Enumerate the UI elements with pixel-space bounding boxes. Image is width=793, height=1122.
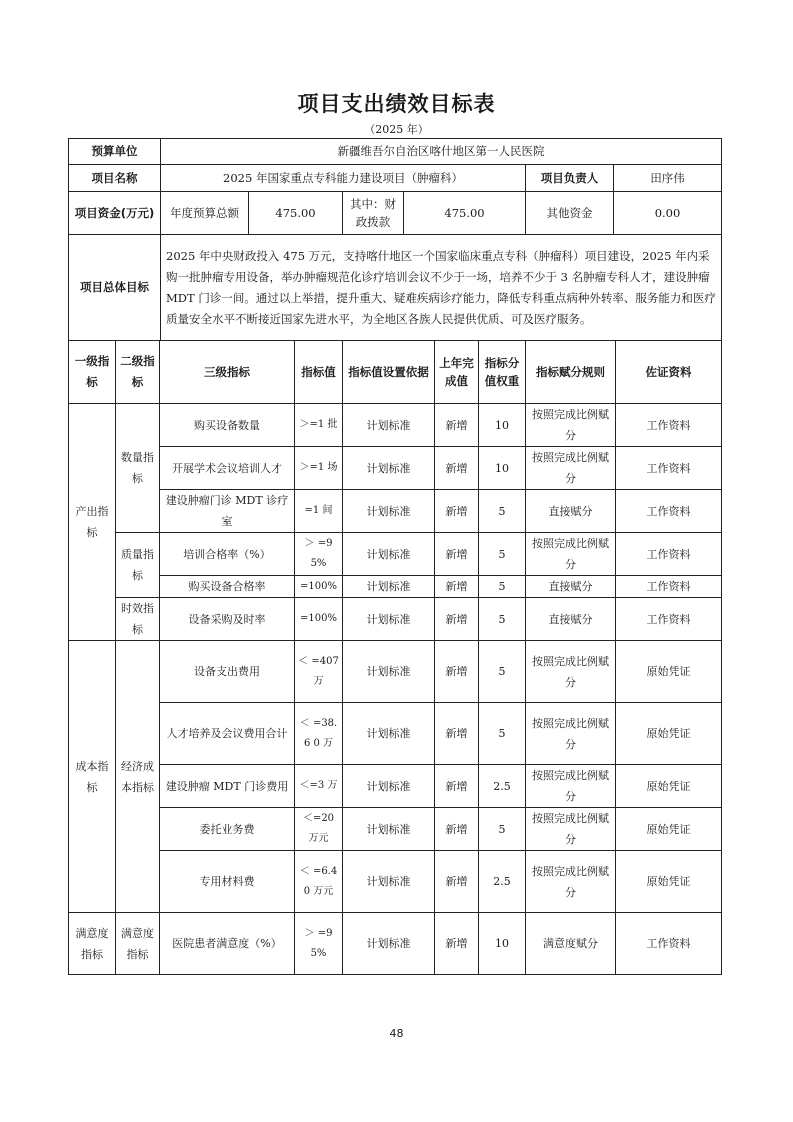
- indicator-evidence: 原始凭证: [616, 703, 722, 765]
- indicator-name: 医院患者满意度（%）: [160, 913, 295, 975]
- annual-total-value: 475.00: [249, 192, 343, 235]
- page-number: 48: [389, 1027, 404, 1040]
- indicator-rule: 按照完成比例赋分: [526, 447, 616, 490]
- col-level1: 一级指标: [69, 341, 116, 404]
- table-row: [69, 851, 722, 913]
- indicator-prev: 新增: [435, 490, 479, 533]
- group-cost: 成本指标: [69, 641, 116, 913]
- indicator-value: ＞ =95%: [295, 913, 343, 975]
- table-row: [69, 808, 722, 851]
- indicator-weight: 10: [479, 913, 526, 975]
- indicator-name: 开展学术会议培训人才: [160, 447, 295, 490]
- indicator-evidence: 工作资料: [616, 404, 722, 447]
- goal-text: 2025 年中央财政投入 475 万元，支持喀什地区一个国家临床重点专科（肿瘤科）项目建设，2025 年内采购一批肿瘤专用设备，举办肿瘤规范化诊疗培训会议不少于一场，培养不少于 3 名肿瘤专科人才，建设肿瘤 MDT 门诊一间。通过以上举措，提升重大、疑难疾病诊疗能力，降低专科重点病种外转率、服务能力和医疗质量安全水平不断接近国家先进水平，为全地区各族人民提供优质、可及医疗服务。: [161, 235, 722, 341]
- funds-label: 项目资金(万元): [69, 192, 161, 235]
- col-evidence: 佐证资料: [616, 341, 722, 404]
- table-row: [69, 703, 722, 765]
- indicator-value: ＜ =407 万: [295, 641, 343, 703]
- column-header-row: [69, 341, 722, 404]
- subgroup-satisfaction: 满意度指标: [116, 913, 160, 975]
- subgroup-quality: 质量指标: [116, 533, 160, 598]
- indicator-basis: 计划标准: [343, 404, 435, 447]
- indicator-evidence: 工作资料: [616, 447, 722, 490]
- fiscal-label: 其中：财政拨款: [343, 192, 404, 235]
- col-value: 指标值: [295, 341, 343, 404]
- indicator-rule: 按照完成比例赋分: [526, 533, 616, 576]
- indicator-value: ＞=1 批: [295, 404, 343, 447]
- indicator-rule: 按照完成比例赋分: [526, 641, 616, 703]
- indicator-weight: 10: [479, 447, 526, 490]
- table-row: [69, 533, 722, 576]
- indicator-weight: 5: [479, 703, 526, 765]
- other-value: 0.00: [614, 192, 722, 235]
- indicator-prev: 新增: [435, 598, 479, 641]
- funds-row: [69, 192, 722, 235]
- indicator-name: 培训合格率（%）: [160, 533, 295, 576]
- col-level2: 二级指标: [116, 341, 160, 404]
- indicator-weight: 5: [479, 576, 526, 598]
- indicator-prev: 新增: [435, 703, 479, 765]
- annual-total-label: 年度预算总额: [161, 192, 249, 235]
- fiscal-value: 475.00: [404, 192, 526, 235]
- owner-label: 项目负责人: [526, 165, 614, 192]
- indicator-rule: 直接赋分: [526, 576, 616, 598]
- indicator-name: 委托业务费: [160, 808, 295, 851]
- indicator-name: 设备支出费用: [160, 641, 295, 703]
- indicator-basis: 计划标准: [343, 598, 435, 641]
- indicator-prev: 新增: [435, 447, 479, 490]
- group-output: 产出指标: [69, 404, 116, 641]
- indicator-value: ＜ =6.40 万元: [295, 851, 343, 913]
- indicator-name: 建设肿瘤 MDT 门诊费用: [160, 765, 295, 808]
- indicator-rule: 直接赋分: [526, 598, 616, 641]
- owner-value: 田序伟: [614, 165, 722, 192]
- header-table: [68, 138, 722, 341]
- indicator-weight: 5: [479, 641, 526, 703]
- table-row: [69, 490, 722, 533]
- indicator-name: 购买设备合格率: [160, 576, 295, 598]
- goal-label: 项目总体目标: [69, 235, 161, 341]
- indicator-prev: 新增: [435, 765, 479, 808]
- budget-unit-row: [69, 139, 722, 165]
- indicator-evidence: 原始凭证: [616, 765, 722, 808]
- project-name-row: [69, 165, 722, 192]
- table-row: [69, 447, 722, 490]
- col-rule: 指标赋分规则: [526, 341, 616, 404]
- goal-row: [69, 235, 722, 341]
- indicator-evidence: 工作资料: [616, 533, 722, 576]
- indicator-basis: 计划标准: [343, 808, 435, 851]
- budget-unit-label: 预算单位: [69, 139, 161, 165]
- indicator-basis: 计划标准: [343, 533, 435, 576]
- indicator-weight: 5: [479, 808, 526, 851]
- indicator-value: =100%: [295, 576, 343, 598]
- project-name-value: 2025 年国家重点专科能力建设项目（肿瘤科）: [161, 165, 526, 192]
- indicator-value: ＞=1 场: [295, 447, 343, 490]
- indicator-prev: 新增: [435, 641, 479, 703]
- indicator-prev: 新增: [435, 576, 479, 598]
- indicator-prev: 新增: [435, 808, 479, 851]
- indicator-weight: 5: [479, 490, 526, 533]
- indicator-name: 设备采购及时率: [160, 598, 295, 641]
- indicator-rule: 满意度赋分: [526, 913, 616, 975]
- indicator-table: [68, 340, 722, 975]
- indicator-weight: 5: [479, 598, 526, 641]
- indicator-name: 购买设备数量: [160, 404, 295, 447]
- table-row: [69, 765, 722, 808]
- indicator-value: ＜=3 万: [295, 765, 343, 808]
- table-row: [69, 576, 722, 598]
- indicator-weight: 2.5: [479, 851, 526, 913]
- indicator-evidence: 原始凭证: [616, 808, 722, 851]
- table-row: [69, 404, 722, 447]
- indicator-rule: 按照完成比例赋分: [526, 851, 616, 913]
- indicator-basis: 计划标准: [343, 703, 435, 765]
- indicator-prev: 新增: [435, 913, 479, 975]
- indicator-basis: 计划标准: [343, 490, 435, 533]
- indicator-prev: 新增: [435, 404, 479, 447]
- subgroup-economic: 经济成本指标: [116, 641, 160, 913]
- indicator-basis: 计划标准: [343, 447, 435, 490]
- indicator-evidence: 原始凭证: [616, 641, 722, 703]
- col-basis: 指标值设置依据: [343, 341, 435, 404]
- indicator-rule: 直接赋分: [526, 490, 616, 533]
- indicator-basis: 计划标准: [343, 851, 435, 913]
- col-level3: 三级指标: [160, 341, 295, 404]
- page-title: 项目支出绩效目标表: [297, 92, 496, 116]
- col-prev: 上年完成值: [435, 341, 479, 404]
- indicator-evidence: 工作资料: [616, 576, 722, 598]
- indicator-weight: 10: [479, 404, 526, 447]
- year-label: （2025 年）: [364, 123, 429, 136]
- indicator-weight: 2.5: [479, 765, 526, 808]
- indicator-value: =1 间: [295, 490, 343, 533]
- indicator-name: 专用材料费: [160, 851, 295, 913]
- indicator-basis: 计划标准: [343, 913, 435, 975]
- subgroup-quantity: 数量指标: [116, 404, 160, 533]
- col-weight: 指标分值权重: [479, 341, 526, 404]
- group-satisfaction: 满意度指标: [69, 913, 116, 975]
- indicator-evidence: 工作资料: [616, 913, 722, 975]
- indicator-basis: 计划标准: [343, 641, 435, 703]
- project-name-label: 项目名称: [69, 165, 161, 192]
- subgroup-timeliness: 时效指标: [116, 598, 160, 641]
- table-row: [69, 641, 722, 703]
- indicator-name: 建设肿瘤门诊 MDT 诊疗室: [160, 490, 295, 533]
- indicator-prev: 新增: [435, 851, 479, 913]
- indicator-basis: 计划标准: [343, 765, 435, 808]
- indicator-rule: 按照完成比例赋分: [526, 765, 616, 808]
- budget-unit-value: 新疆维吾尔自治区喀什地区第一人民医院: [161, 139, 722, 165]
- table-row: [69, 913, 722, 975]
- indicator-value: ＜ =38.6 0 万: [295, 703, 343, 765]
- indicator-weight: 5: [479, 533, 526, 576]
- indicator-evidence: 工作资料: [616, 490, 722, 533]
- indicator-basis: 计划标准: [343, 576, 435, 598]
- indicator-name: 人才培养及会议费用合计: [160, 703, 295, 765]
- other-label: 其他资金: [526, 192, 614, 235]
- indicator-value: ＞ =95%: [295, 533, 343, 576]
- indicator-value: ＜=20 万元: [295, 808, 343, 851]
- table-row: [69, 598, 722, 641]
- indicator-rule: 按照完成比例赋分: [526, 404, 616, 447]
- indicator-prev: 新增: [435, 533, 479, 576]
- indicator-rule: 按照完成比例赋分: [526, 808, 616, 851]
- indicator-evidence: 原始凭证: [616, 851, 722, 913]
- indicator-evidence: 工作资料: [616, 598, 722, 641]
- indicator-rule: 按照完成比例赋分: [526, 703, 616, 765]
- indicator-value: =100%: [295, 598, 343, 641]
